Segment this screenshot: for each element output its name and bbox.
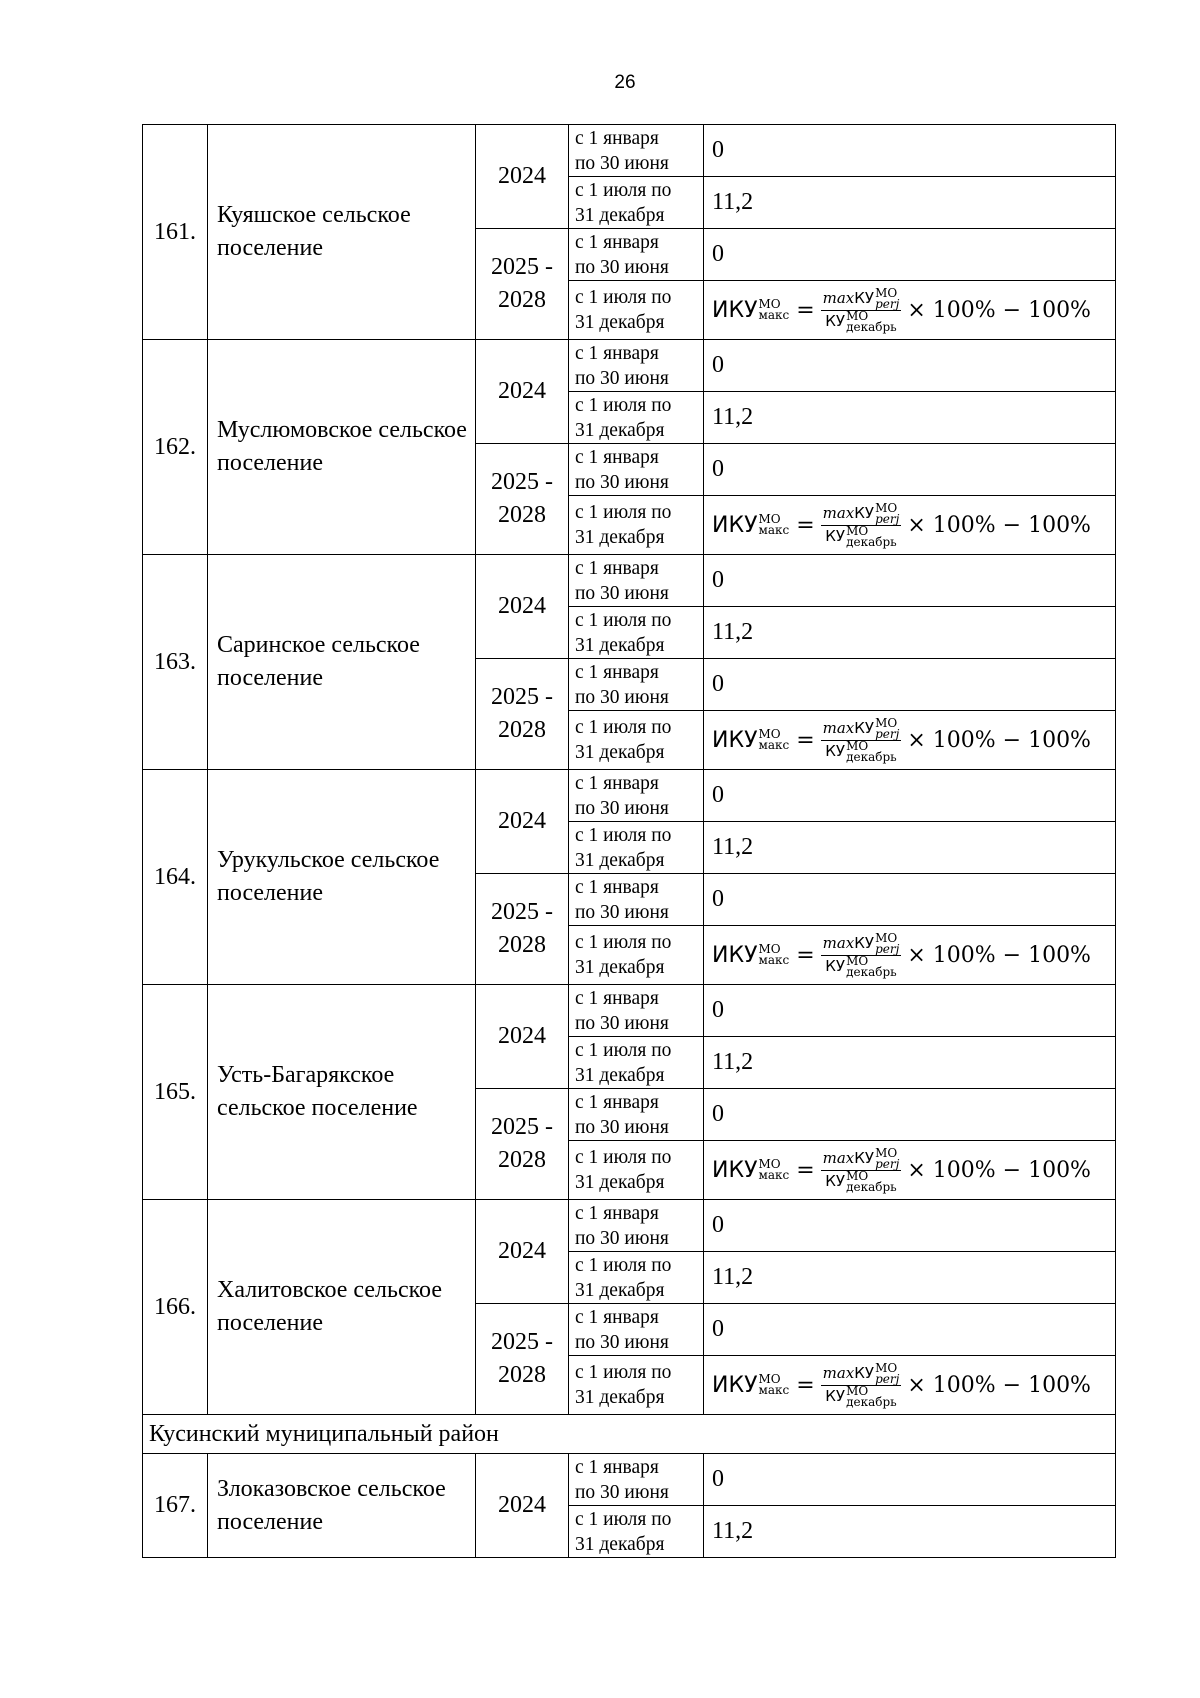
year-cell: 2025 - 2028 [476, 1089, 569, 1200]
row-number: 165. [143, 985, 208, 1200]
period-cell: с 1 января по 30 июня [569, 985, 704, 1037]
period-cell: с 1 января по 30 июня [569, 1089, 704, 1141]
value-cell: 0 [704, 1454, 1116, 1506]
value-cell: 0 [704, 340, 1116, 392]
year-cell: 2024 [476, 1454, 569, 1558]
formula: ИКУ МО макс = maxКУ МО perj КУ МО декабрь × 100% − 100% [712, 715, 1091, 764]
value-cell: 0 [704, 555, 1116, 607]
value-cell: 11,2 [704, 607, 1116, 659]
year-cell: 2025 - 2028 [476, 659, 569, 770]
value-cell: 0 [704, 659, 1116, 711]
period-cell: с 1 января по 30 июня [569, 1454, 704, 1506]
settlement-name: Халитовское сельское поселение [208, 1200, 476, 1415]
row-number: 161. [143, 125, 208, 340]
value-cell: 0 [704, 985, 1116, 1037]
table-row [143, 1200, 1116, 1252]
year-cell: 2024 [476, 125, 569, 229]
value-cell: 11,2 [704, 822, 1116, 874]
period-cell: с 1 июля по 31 декабря [569, 1506, 704, 1558]
row-number: 162. [143, 340, 208, 555]
table-row [143, 340, 1116, 392]
period-cell: с 1 января по 30 июня [569, 659, 704, 711]
period-cell: с 1 января по 30 июня [569, 340, 704, 392]
value-cell: 11,2 [704, 392, 1116, 444]
period-cell: с 1 января по 30 июня [569, 229, 704, 281]
formula: ИКУ МО макс = maxКУ МО perj КУ МО декабрь × 100% − 100% [712, 285, 1091, 334]
formula-cell [704, 281, 1116, 340]
formula: ИКУ МО макс = maxКУ МО perj КУ МО декабрь × 100% − 100% [712, 1145, 1091, 1194]
value-cell: 0 [704, 1304, 1116, 1356]
period-cell: с 1 января по 30 июня [569, 125, 704, 177]
value-cell: 0 [704, 125, 1116, 177]
period-cell: с 1 января по 30 июня [569, 1200, 704, 1252]
period-cell: с 1 июля по 31 декабря [569, 1141, 704, 1200]
settlement-name: Саринское сельское поселение [208, 555, 476, 770]
period-cell: с 1 июля по 31 декабря [569, 822, 704, 874]
year-cell: 2025 - 2028 [476, 444, 569, 555]
value-cell: 0 [704, 1200, 1116, 1252]
settlement-name: Муслюмовское сельское поселение [208, 340, 476, 555]
year-cell: 2025 - 2028 [476, 874, 569, 985]
year-cell: 2024 [476, 770, 569, 874]
formula-cell [704, 496, 1116, 555]
period-cell: с 1 января по 30 июня [569, 555, 704, 607]
table-row [143, 1454, 1116, 1506]
formula: ИКУ МО макс = maxКУ МО perj КУ МО декабрь × 100% − 100% [712, 1360, 1091, 1409]
value-cell: 11,2 [704, 1506, 1116, 1558]
year-cell: 2024 [476, 555, 569, 659]
value-cell: 11,2 [704, 1252, 1116, 1304]
table-row [143, 555, 1116, 607]
row-number: 166. [143, 1200, 208, 1415]
period-cell: с 1 июля по 31 декабря [569, 711, 704, 770]
period-cell: с 1 января по 30 июня [569, 770, 704, 822]
value-cell: 11,2 [704, 1037, 1116, 1089]
value-cell: 0 [704, 874, 1116, 926]
value-cell: 0 [704, 229, 1116, 281]
year-cell: 2025 - 2028 [476, 229, 569, 340]
value-cell: 0 [704, 1089, 1116, 1141]
period-cell: с 1 января по 30 июня [569, 874, 704, 926]
year-cell: 2024 [476, 1200, 569, 1304]
district-header: Кусинский муниципальный район [143, 1415, 1116, 1454]
formula-cell [704, 1141, 1116, 1200]
formula: ИКУ МО макс = maxКУ МО perj КУ МО декабрь × 100% − 100% [712, 500, 1091, 549]
period-cell: с 1 июля по 31 декабря [569, 392, 704, 444]
value-cell: 0 [704, 444, 1116, 496]
district-header-row [143, 1415, 1116, 1454]
formula-cell [704, 926, 1116, 985]
year-cell: 2024 [476, 985, 569, 1089]
settlement-name: Усть-Багарякское сельское поселение [208, 985, 476, 1200]
tariff-table [142, 124, 1116, 1558]
formula: ИКУ МО макс = maxКУ МО perj КУ МО декабрь × 100% − 100% [712, 930, 1091, 979]
value-cell: 11,2 [704, 177, 1116, 229]
page-number: 26 [614, 72, 636, 93]
period-cell: с 1 января по 30 июня [569, 1304, 704, 1356]
period-cell: с 1 июля по 31 декабря [569, 1356, 704, 1415]
row-number: 167. [143, 1454, 208, 1558]
period-cell: с 1 июля по 31 декабря [569, 281, 704, 340]
settlement-name: Злоказовское сельское поселение [208, 1454, 476, 1558]
period-cell: с 1 июля по 31 декабря [569, 1252, 704, 1304]
settlement-name: Урукульское сельское поселение [208, 770, 476, 985]
period-cell: с 1 июля по 31 декабря [569, 926, 704, 985]
period-cell: с 1 июля по 31 декабря [569, 1037, 704, 1089]
year-cell: 2024 [476, 340, 569, 444]
table-row [143, 125, 1116, 177]
row-number: 163. [143, 555, 208, 770]
formula-cell [704, 1356, 1116, 1415]
value-cell: 0 [704, 770, 1116, 822]
period-cell: с 1 января по 30 июня [569, 444, 704, 496]
period-cell: с 1 июля по 31 декабря [569, 607, 704, 659]
formula-cell [704, 711, 1116, 770]
period-cell: с 1 июля по 31 декабря [569, 177, 704, 229]
settlement-name: Куяшское сельское поселение [208, 125, 476, 340]
table-row [143, 985, 1116, 1037]
table-row [143, 770, 1116, 822]
row-number: 164. [143, 770, 208, 985]
period-cell: с 1 июля по 31 декабря [569, 496, 704, 555]
year-cell: 2025 - 2028 [476, 1304, 569, 1415]
